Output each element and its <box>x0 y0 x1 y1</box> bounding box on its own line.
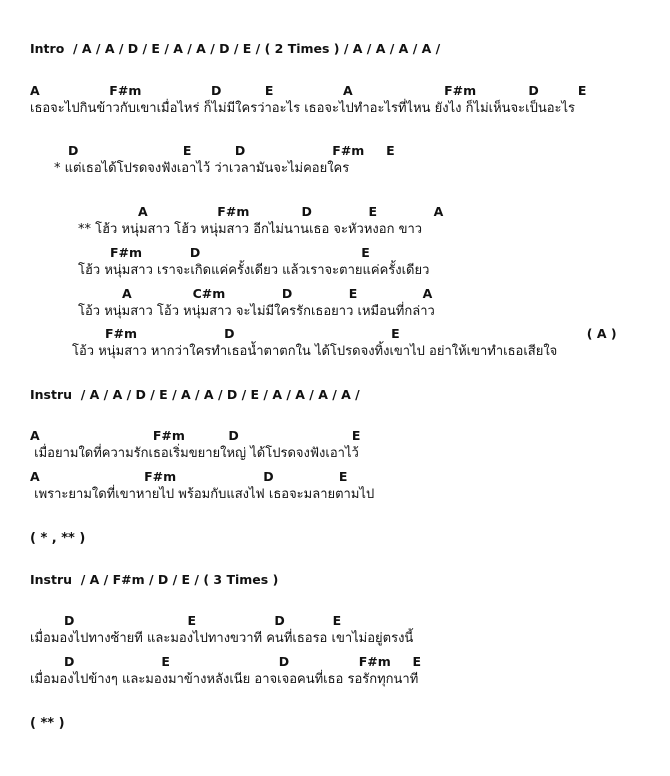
bridge-lyric-2: เมื่อมองไปข้างๆ และมองมาข้างหลังเนีย อาจเจอคนที่เธอ รอรักทุกนาที <box>30 672 419 687</box>
bridge-chords-1: D E D E <box>64 613 342 628</box>
chorus-chords-2: F#m D E <box>110 245 370 260</box>
verse1-lyric: เธอจะไปกินข้าวกับเขาเมื่อไหร่ ก็ไม่มีใครว่าอะไร เธอจะไปทำอะไรที่ไหน ยังไง ก็ไม่เห็นจะเป็นอะไร <box>30 101 576 116</box>
verse2-lyric-1: เมื่อยามใดที่ความรักเธอเริ่มขยายใหญ่ ได้โปรดจงฟังเอาไว้ <box>30 446 359 461</box>
intro-line: Intro / A / A / D / E / A / A / D / E / ( 2 Times ) / A / A / A / A / <box>30 41 441 56</box>
chorus-lyric-2: โฮ้ว หนุ่มสาว เราจะเกิดแค่ครั้งเดียว แล้วเราจะตายแค่ครั้งเดียว <box>78 263 430 278</box>
repeat-marker-2: ( ** ) <box>30 716 65 731</box>
verse2-chords-1: A F#m D E <box>30 428 361 443</box>
chorus-lyric-1: ** โฮ้ว หนุ่มสาว โฮ้ว หนุ่มสาว อีกไม่นานเธอ จะหัวหงอก ขาว <box>78 222 423 237</box>
verse1-chords: A F#m D E A F#m D E <box>30 83 587 98</box>
instrumental-line-2: Instru / A / F#m / D / E / ( 3 Times ) <box>30 572 279 587</box>
bridge-chords-2: D E D F#m E <box>64 654 422 669</box>
verse2-chords-2: A F#m D E <box>30 469 348 484</box>
chorus-chords-4: F#m D E ( A ) <box>105 326 617 341</box>
repeat-marker-1: ( * , ** ) <box>30 531 86 546</box>
bridge-lyric-1: เมื่อมองไปทางซ้ายที และมองไปทางขวาที คนที่เธอรอ เขาไม่อยู่ตรงนี้ <box>30 631 414 646</box>
pre-chorus-lyric: * แต่เธอได้โปรดจงฟังเอาไว้ ว่าเวลามันจะไม่คอยใคร <box>54 161 350 176</box>
pre-chorus-chords: D E D F#m E <box>68 143 395 158</box>
instrumental-line-1: Instru / A / A / D / E / A / A / D / E / A / A / A / A / <box>30 387 360 402</box>
chorus-chords-1: A F#m D E A <box>138 204 444 219</box>
chorus-lyric-3: โอ้ว หนุ่มสาว โอ้ว หนุ่มสาว จะไม่มีใครรักเธอยาว เหมือนที่กล่าว <box>78 304 435 319</box>
verse2-lyric-2: เพราะยามใดที่เขาหายไป พร้อมกับแสงไฟ เธอจะมลายตามไป <box>30 487 375 502</box>
chorus-chords-3: A C#m D E A <box>122 286 433 301</box>
chorus-lyric-4: โอ้ว หนุ่มสาว หากว่าใครทำเธอน้ำตาตกใน ได้โปรดจงทิ้งเขาไป อย่าให้เขาทำเธอเสียใจ <box>72 344 558 359</box>
